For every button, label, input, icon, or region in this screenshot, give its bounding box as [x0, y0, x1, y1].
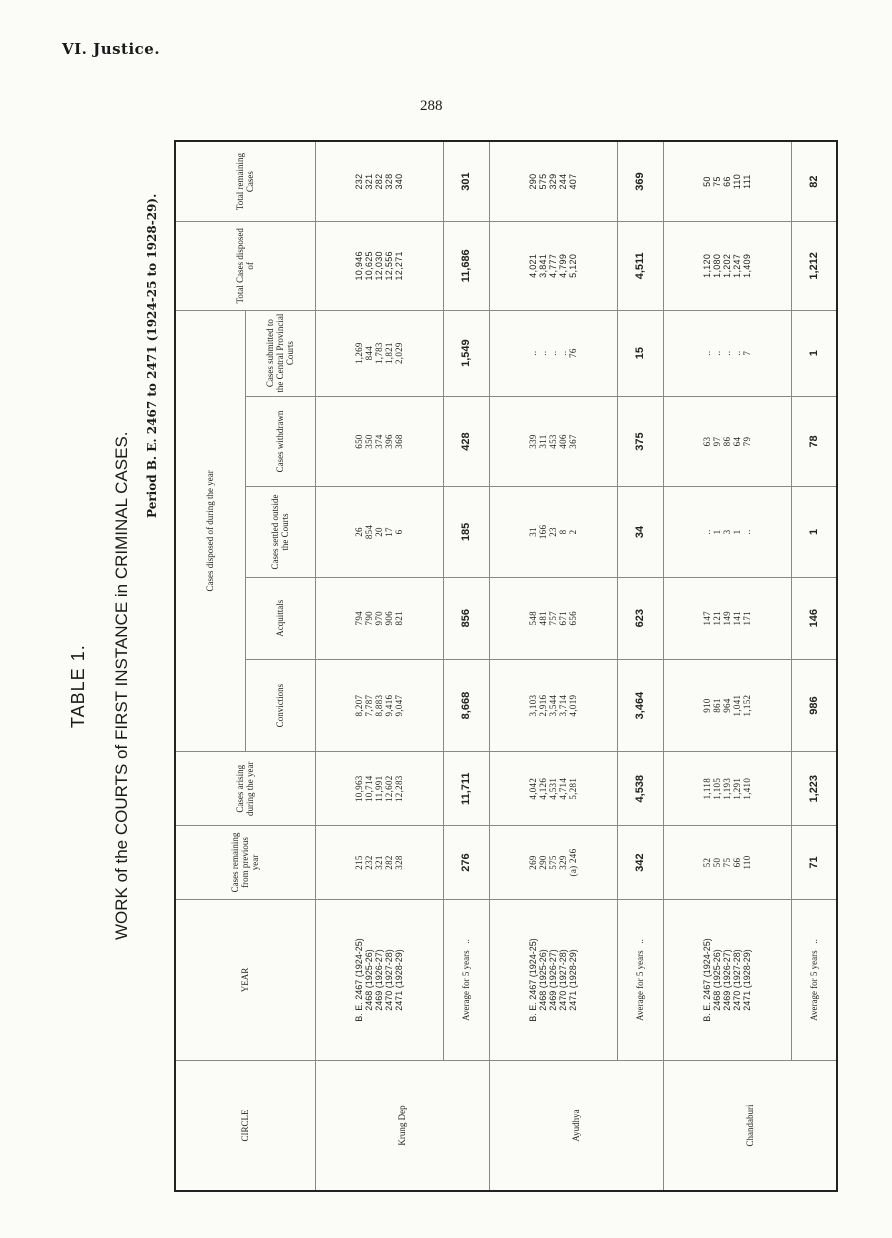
- avg-total-remaining: 301: [443, 141, 489, 222]
- avg-total-disposed: 1,212: [791, 222, 837, 310]
- header-total-remaining: Total remaining Cases: [175, 141, 315, 222]
- avg-arising: 1,223: [791, 752, 837, 826]
- cell-acquittals: 548 481 757 671 656: [489, 577, 617, 659]
- avg-convictions: 3,464: [617, 659, 663, 752]
- avg-total-disposed: 4,511: [617, 222, 663, 310]
- header-year: YEAR: [175, 899, 315, 1060]
- avg-acquittals: 856: [443, 577, 489, 659]
- cell-withdrawn: 63 97 86 64 79: [663, 396, 791, 486]
- cell-submitted: .. .. .. .. 7: [663, 310, 791, 396]
- criminal-cases-table-wrapper: [174, 140, 820, 1192]
- year-list: B. E. 2467 (1924-25) 2468 (1925-26) 2469 (1926-27) 2470 (1927-28) 2471 (1928-29): [663, 899, 791, 1060]
- cell-convictions: 910 861 964 1,041 1,152: [663, 659, 791, 752]
- table-row-average: [443, 141, 489, 1191]
- table-row-average: [791, 141, 837, 1191]
- avg-convictions: 986: [791, 659, 837, 752]
- avg-total-disposed: 11,686: [443, 222, 489, 310]
- avg-submitted: 1,549: [443, 310, 489, 396]
- cell-total-disposed: 1,120 1,080 1,202 1,247 1,409: [663, 222, 791, 310]
- cell-acquittals: 794 790 970 906 821: [315, 577, 443, 659]
- page-number: 288: [420, 98, 443, 114]
- circle-name: Chandaburi: [663, 1061, 837, 1191]
- cell-total-remaining: 232 321 282 328 340: [315, 141, 443, 222]
- cell-total-remaining: 50 75 66 110 111: [663, 141, 791, 222]
- avg-acquittals: 146: [791, 577, 837, 659]
- avg-settled: 185: [443, 487, 489, 577]
- avg-submitted: 15: [617, 310, 663, 396]
- cell-convictions: 8,207 7,787 8,883 9,416 9,047: [315, 659, 443, 752]
- avg-remaining-prev: 71: [791, 826, 837, 900]
- avg-remaining-prev: 342: [617, 826, 663, 900]
- average-label: [791, 899, 837, 1060]
- avg-withdrawn: 375: [617, 396, 663, 486]
- header-arising: Cases arising during the year: [175, 752, 315, 826]
- header-convictions: Convictions: [245, 659, 315, 752]
- average-dots: ..: [808, 939, 819, 944]
- table-row-average: [617, 141, 663, 1191]
- circle-name: Krung Dep: [315, 1061, 489, 1191]
- header-circle: CIRCLE: [175, 1061, 315, 1191]
- section-heading: VI. Justice.: [62, 40, 161, 58]
- average-label: [617, 899, 663, 1060]
- cell-total-disposed: 10,946 10,625 12,030 12,556 12,271: [315, 222, 443, 310]
- cell-remaining-prev: 52 50 75 66 110: [663, 826, 791, 900]
- table-label: TABLE 1.: [68, 644, 88, 728]
- avg-withdrawn: 78: [791, 396, 837, 486]
- avg-arising: 4,538: [617, 752, 663, 826]
- average-label-text: Average for 5 years: [808, 950, 819, 1021]
- header-submitted: Cases submitted to the Central Provincial Courts: [245, 310, 315, 396]
- cell-arising: 10,963 10,714 11,991 12,602 12,283: [315, 752, 443, 826]
- avg-total-remaining: 82: [791, 141, 837, 222]
- cell-remaining-prev: 215 232 321 282 328: [315, 826, 443, 900]
- avg-arising: 11,711: [443, 752, 489, 826]
- cell-settled: .. 1 3 1 ..: [663, 487, 791, 577]
- cell-remaining-prev: 269 290 575 329 (a) 246: [489, 826, 617, 900]
- year-list: B. E. 2467 (1924-25) 2468 (1925-26) 2469 (1926-27) 2470 (1927-28) 2471 (1928-29): [489, 899, 617, 1060]
- average-dots: ..: [461, 939, 471, 944]
- header-total-disposed: Total Cases disposed of: [175, 222, 315, 310]
- header-withdrawn: Cases withdrawn: [245, 396, 315, 486]
- avg-submitted: 1: [791, 310, 837, 396]
- circle-name: Ayudhya: [489, 1061, 663, 1191]
- cell-withdrawn: 339 311 453 406 367: [489, 396, 617, 486]
- table-row: [315, 141, 443, 1191]
- cell-convictions: 3,103 2,916 3,544 3,714 4,019: [489, 659, 617, 752]
- avg-convictions: 8,668: [443, 659, 489, 752]
- cell-withdrawn: 650 350 374 396 368: [315, 396, 443, 486]
- table-row: [663, 141, 791, 1191]
- table-period: Period B. E. 2467 to 2471 (1924-25 to 1928-29).: [145, 193, 159, 518]
- cell-settled: 31 166 23 8 2: [489, 487, 617, 577]
- header-remaining-prev: Cases remaining from previous year: [175, 826, 315, 900]
- year-list: B. E. 2467 (1924-25) 2468 (1925-26) 2469 (1926-27) 2470 (1927-28) 2471 (1928-29): [315, 899, 443, 1060]
- avg-remaining-prev: 276: [443, 826, 489, 900]
- cell-total-disposed: 4,021 3,841 4,777 4,799 5,120: [489, 222, 617, 310]
- table-title: WORK of the COURTS of FIRST INSTANCE in CRIMINAL CASES.: [112, 431, 131, 940]
- header-acquittals: Acquittals: [245, 577, 315, 659]
- cell-submitted: .. .. .. .. 76: [489, 310, 617, 396]
- cell-settled: 26 854 20 17 6: [315, 487, 443, 577]
- average-label-text: Average for 5 years: [461, 950, 471, 1021]
- criminal-cases-table: [174, 140, 838, 1192]
- cell-total-remaining: 290 575 329 244 407: [489, 141, 617, 222]
- cell-arising: 1,118 1,105 1,193 1,291 1,410: [663, 752, 791, 826]
- average-label-text: Average for 5 years: [635, 950, 645, 1021]
- header-disposed-group: Cases disposed of during the year: [175, 310, 245, 752]
- table-row: [489, 141, 617, 1191]
- header-settled: Cases settled outside the Courts: [245, 487, 315, 577]
- avg-acquittals: 623: [617, 577, 663, 659]
- cell-acquittals: 147 121 149 141 171: [663, 577, 791, 659]
- average-dots: ..: [635, 939, 645, 944]
- cell-arising: 4,042 4,126 4,531 4,714 5,281: [489, 752, 617, 826]
- avg-settled: 1: [791, 487, 837, 577]
- avg-withdrawn: 428: [443, 396, 489, 486]
- cell-submitted: 1,269 844 1,783 1,821 2,029: [315, 310, 443, 396]
- avg-total-remaining: 369: [617, 141, 663, 222]
- average-label: [443, 899, 489, 1060]
- avg-settled: 34: [617, 487, 663, 577]
